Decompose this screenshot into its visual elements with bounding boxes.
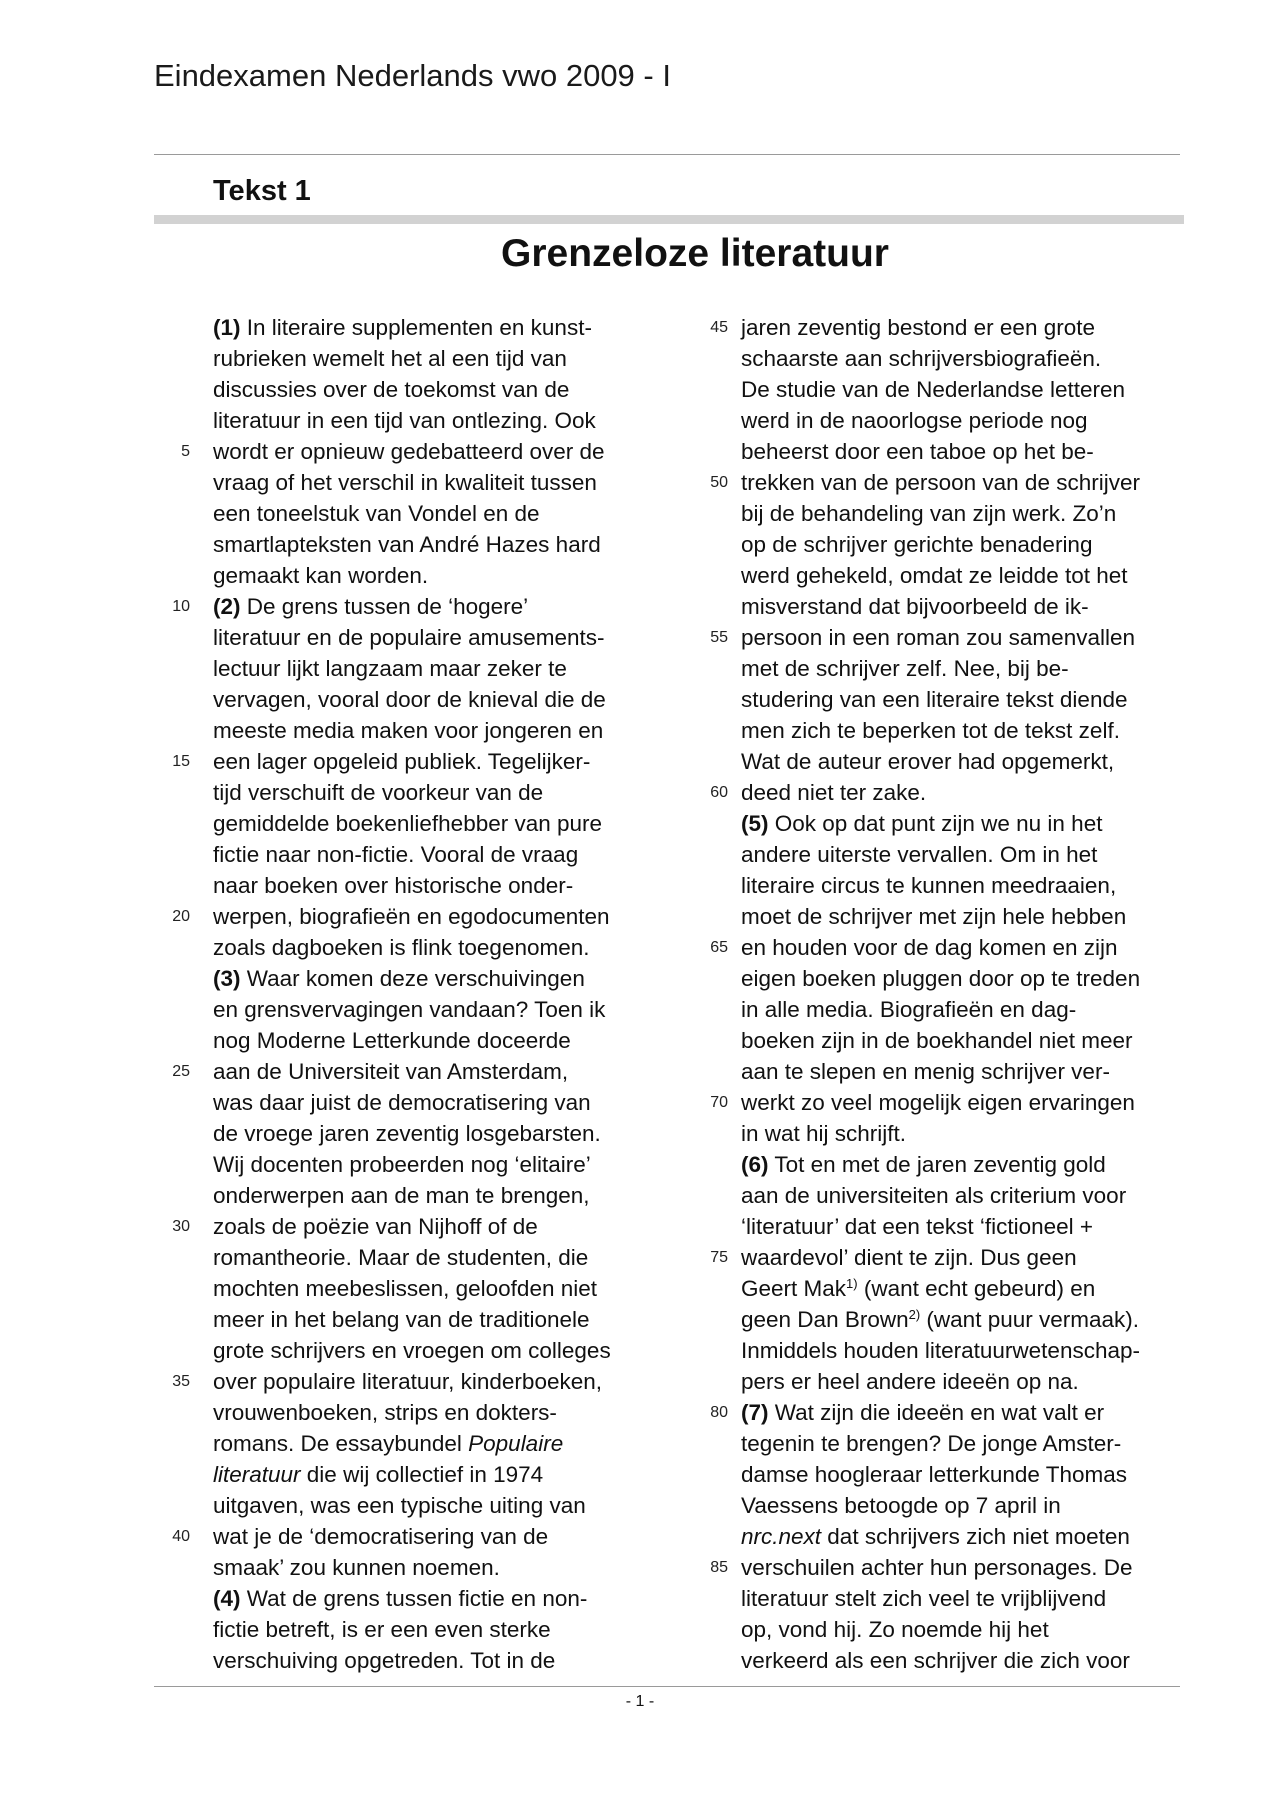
text-line: werkt zo veel mogelijk eigen ervaringen — [741, 1090, 1135, 1115]
text-line: op, vond hij. Zo noemde hij het — [741, 1617, 1049, 1642]
text-line: werd in de naoorlogse periode nog — [741, 408, 1088, 433]
text-line: persoon in een roman zou samenvallen — [741, 625, 1135, 650]
text-line: zoals dagboeken is flink toegenomen. — [213, 935, 590, 960]
text-line: De studie van de Nederlandse letteren — [741, 377, 1125, 402]
text-line: beheerst door een taboe op het be- — [741, 439, 1094, 464]
line-number: 10 — [172, 598, 190, 615]
text-line: grote schrijvers en vroegen om colleges — [213, 1338, 611, 1363]
text-line: onderwerpen aan de man te brengen, — [213, 1183, 590, 1208]
text-line: romans. De essaybundel Populaire — [213, 1431, 564, 1456]
footer-divider — [154, 1686, 1180, 1687]
text-line: studering van een literaire tekst diende — [741, 687, 1128, 712]
text-line: uitgaven, was een typische uiting van — [213, 1493, 586, 1518]
text-line: men zich te beperken tot de tekst zelf. — [741, 718, 1120, 743]
text-line: discussies over de toekomst van de — [213, 377, 570, 402]
text-line: (1) In literaire supplementen en kunst- — [213, 315, 592, 340]
text-line: aan te slepen en menig schrijver ver- — [741, 1059, 1110, 1084]
text-line: meer in het belang van de traditionele — [213, 1307, 590, 1332]
text-line: schaarste aan schrijversbiografieën. — [741, 346, 1102, 371]
text-line: literatuur in een tijd van ontlezing. Ook — [213, 408, 596, 433]
line-number: 80 — [710, 1404, 728, 1421]
text-line: in wat hij schrijft. — [741, 1121, 907, 1146]
text-line: Wij docenten probeerden nog ‘elitaire’ — [213, 1152, 591, 1177]
text-line: ‘literatuur’ dat een tekst ‘fictioneel + — [741, 1214, 1094, 1239]
text-line: trekken van de persoon van de schrijver — [741, 470, 1140, 495]
text-line: en houden voor de dag komen en zijn — [741, 935, 1118, 960]
text-line: zoals de poëzie van Nijhoff of de — [213, 1214, 538, 1239]
text-line: literatuur die wij collectief in 1974 — [213, 1462, 544, 1487]
text-line: nrc.next dat schrijvers zich niet moeten — [741, 1524, 1130, 1549]
line-number: 55 — [710, 629, 728, 646]
text-line: pers er heel andere ideeën op na. — [741, 1369, 1079, 1394]
section-label: Tekst 1 — [213, 175, 311, 207]
text-line: andere uiterste vervallen. Om in het — [741, 842, 1098, 867]
text-line: gemiddelde boekenliefhebber van pure — [213, 811, 603, 836]
text-line: tegenin te brengen? De jonge Amster- — [741, 1431, 1122, 1456]
text-line: Wat de auteur erover had opgemerkt, — [741, 749, 1115, 774]
text-line: naar boeken over historische onder- — [213, 873, 574, 898]
text-line: meeste media maken voor jongeren en — [213, 718, 604, 743]
text-line: aan de universiteiten als criterium voor — [741, 1183, 1127, 1208]
text-line: moet de schrijver met zijn hele hebben — [741, 904, 1127, 929]
text-line: fictie naar non-fictie. Vooral de vraag — [213, 842, 579, 867]
text-line: vrouwenboeken, strips en dokters- — [213, 1400, 557, 1425]
text-line: boeken zijn in de boekhandel niet meer — [741, 1028, 1133, 1053]
article-title: Grenzeloze literatuur — [501, 232, 889, 275]
text-line: nog Moderne Letterkunde doceerde — [213, 1028, 571, 1053]
text-line: smartlapteksten van André Hazes hard — [213, 532, 601, 557]
text-line: (7) Wat zijn die ideeën en wat valt er — [741, 1400, 1105, 1425]
text-line: (2) De grens tussen de ‘hogere’ — [213, 594, 529, 619]
text-line: verschuilen achter hun personages. De — [741, 1555, 1133, 1580]
section-divider-bar — [154, 215, 1184, 224]
text-line: (6) Tot en met de jaren zeventig gold — [741, 1152, 1106, 1177]
text-line: in alle media. Biografieën en dag- — [741, 997, 1077, 1022]
text-line: (5) Ook op dat punt zijn we nu in het — [741, 811, 1103, 836]
text-line: deed niet ter zake. — [741, 780, 927, 805]
text-line: lectuur lijkt langzaam maar zeker te — [213, 656, 567, 681]
text-line: wordt er opnieuw gedebatteerd over de — [213, 439, 605, 464]
text-line: een toneelstuk van Vondel en de — [213, 501, 540, 526]
text-line: verschuiving opgetreden. Tot in de — [213, 1648, 556, 1673]
text-line: over populaire literatuur, kinderboeken, — [213, 1369, 602, 1394]
text-line: mochten meebeslissen, geloofden niet — [213, 1276, 597, 1301]
line-number: 25 — [172, 1063, 190, 1080]
text-line: Inmiddels houden literatuurwetenschap- — [741, 1338, 1140, 1363]
text-line: waardevol’ dient te zijn. Dus geen — [741, 1245, 1077, 1270]
line-number: 65 — [710, 939, 728, 956]
line-number: 85 — [710, 1559, 728, 1576]
text-line: Vaessens betoogde op 7 april in — [741, 1493, 1061, 1518]
text-line: met de schrijver zelf. Nee, bij be- — [741, 656, 1069, 681]
text-line: tijd verschuift de voorkeur van de — [213, 780, 544, 805]
line-number: 20 — [172, 908, 190, 925]
line-number: 30 — [172, 1218, 190, 1235]
text-line: werpen, biografieën en egodocumenten — [213, 904, 610, 929]
line-number: 45 — [710, 319, 728, 336]
text-column-left — [213, 312, 653, 1676]
header-divider — [154, 154, 1180, 155]
text-line: smaak’ zou kunnen noemen. — [213, 1555, 500, 1580]
exam-title: Eindexamen Nederlands vwo 2009 - I — [154, 58, 671, 93]
line-number: 70 — [710, 1094, 728, 1111]
text-line: op de schrijver gerichte benadering — [741, 532, 1093, 557]
text-line: rubrieken wemelt het al een tijd van — [213, 346, 567, 371]
text-line: gemaakt kan worden. — [213, 563, 429, 588]
text-line: vervagen, vooral door de knieval die de — [213, 687, 606, 712]
text-line: misverstand dat bijvoorbeeld de ik- — [741, 594, 1089, 619]
text-line: (4) Wat de grens tussen fictie en non- — [213, 1586, 588, 1611]
page-number: - 1 - — [625, 1693, 655, 1710]
text-column-right — [741, 312, 1181, 1676]
text-line: literatuur stelt zich veel te vrijblijvend — [741, 1586, 1107, 1611]
text-line: geen Dan Brown$^{2)}$ (want puur vermaak). — [741, 1307, 1139, 1332]
text-line: romantheorie. Maar de studenten, die — [213, 1245, 589, 1270]
text-line: literaire circus te kunnen meedraaien, — [741, 873, 1117, 898]
line-number: 60 — [710, 784, 728, 801]
text-line: werd gehekeld, omdat ze leidde tot het — [741, 563, 1128, 588]
text-line: eigen boeken pluggen door op te treden — [741, 966, 1141, 991]
text-line: en grensvervagingen vandaan? Toen ik — [213, 997, 606, 1022]
text-line: (3) Waar komen deze verschuivingen — [213, 966, 585, 991]
text-line: aan de Universiteit van Amsterdam, — [213, 1059, 569, 1084]
line-number: 15 — [172, 753, 190, 770]
text-line: vraag of het verschil in kwaliteit tussen — [213, 470, 597, 495]
text-line: jaren zeventig bestond er een grote — [741, 315, 1095, 340]
line-number: 40 — [172, 1528, 190, 1545]
text-line: verkeerd als een schrijver die zich voor — [741, 1648, 1130, 1673]
text-line: literatuur en de populaire amusements- — [213, 625, 605, 650]
line-number: 35 — [172, 1373, 190, 1390]
text-line: de vroege jaren zeventig losgebarsten. — [213, 1121, 601, 1146]
line-number: 75 — [710, 1249, 728, 1266]
text-line: was daar juist de democratisering van — [213, 1090, 591, 1115]
text-line: bij de behandeling van zijn werk. Zo’n — [741, 501, 1117, 526]
text-line: damse hoogleraar letterkunde Thomas — [741, 1462, 1128, 1487]
text-line: fictie betreft, is er een even sterke — [213, 1617, 551, 1642]
text-line: wat je de ‘democratisering van de — [213, 1524, 549, 1549]
text-line: Geert Mak$^{1)}$ (want echt gebeurd) en — [741, 1276, 1096, 1301]
text-line: een lager opgeleid publiek. Tegelijker- — [213, 749, 591, 774]
line-number: 5 — [181, 443, 190, 460]
line-number: 50 — [710, 474, 728, 491]
